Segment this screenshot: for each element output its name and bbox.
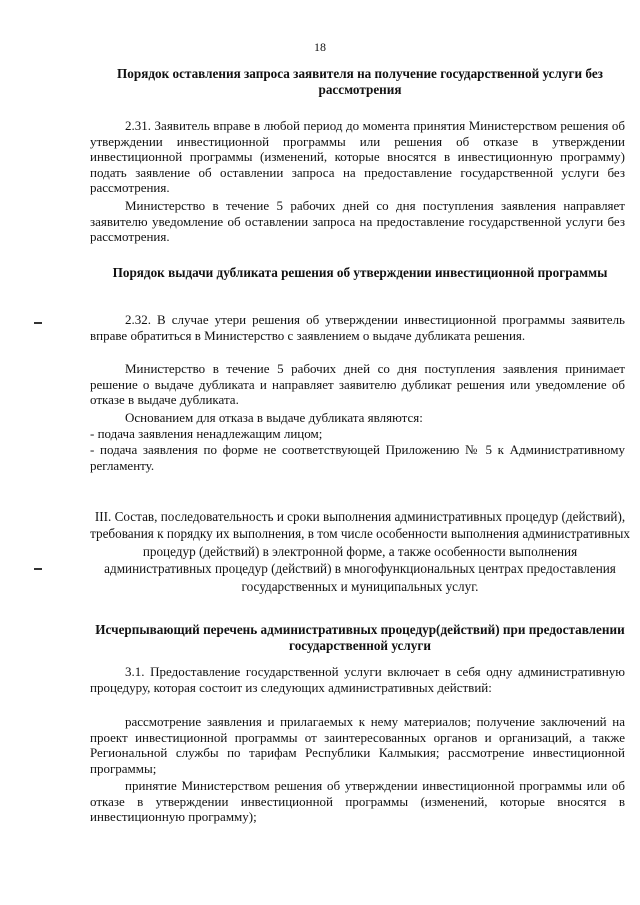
paragraph-review-actions: рассмотрение заявления и прилагаемых к нему материалов; получение заключений на проект инвестиционной программы от заинтересованных органов и организаций, а также Региональной службы по тарифам Республики Калмыкия; рассмотрение инвестиционной программы; <box>90 714 625 776</box>
section-heading-leave-request: Порядок оставления запроса заявителя на получение государственной услуги без рассмотрения <box>117 66 603 97</box>
paragraph-2-31: 2.31. Заявитель вправе в любой период до момента принятия Министерством решения об утверждении инвестиционной программы или решения об отказе в утверждении инвестиционной программы (изменений, которые вносятся в инвестиционную программу) подать заявление об оставлении запроса на предоставление государственной услуги без рассмотрения. <box>90 118 625 196</box>
paragraph-3-1: 3.1. Предоставление государственной услуги включает в себя одну административную процедуру, которая состоит из следующих административных действий: <box>90 664 625 695</box>
page-number: 18 <box>314 40 326 54</box>
paragraph-refusal-grounds: Основанием для отказа в выдаче дубликата являются: <box>125 410 423 425</box>
paragraph-duplicate-decision: Министерство в течение 5 рабочих дней со дня поступления заявления принимает решение о выдаче дубликата и направляет заявителю дубликат решения или уведомление об отказе в выдаче дубликата. <box>90 361 625 408</box>
paragraph-ministry-decision: принятие Министерством решения об утверждении инвестиционной программы или об отказе в утверждении инвестиционной программы (изменений, которые вносятся в инвестиционную программу); <box>90 778 625 825</box>
margin-mark <box>34 322 42 324</box>
paragraph-ministry-notice: Министерство в течение 5 рабочих дней со дня поступления заявления направляет заявителю уведомление об оставлении запроса на предоставление государственной услуги без рассмотрения. <box>90 198 625 245</box>
paragraph-2-32: 2.32. В случае утери решения об утверждении инвестиционной программы заявитель вправе обратиться в Министерство с заявлением о выдаче дубликата решения. <box>90 312 625 343</box>
chapter-heading-iii: III. Состав, последовательность и сроки выполнения административных процедур (действий), требования к порядку их выполнения, в том числе особенности выполнения административных процедур (действий) в электронной форме, а также особенности выполнения административных процедур (действий) в многофункциональных центрах предоставления государственных и муниципальных услуг. <box>90 509 630 594</box>
section-heading-duplicate: Порядок выдачи дубликата решения об утверждении инвестиционной программы <box>112 265 608 280</box>
section-heading-procedures-list: Исчерпывающий перечень административных процедур(действий) при предоставлении государственной услуги <box>95 622 625 653</box>
margin-mark <box>34 568 42 570</box>
list-item-improper-person: - подача заявления ненадлежащим лицом; <box>90 426 323 441</box>
list-item-wrong-form: - подача заявления по форме не соответствующей Приложению № 5 к Административному регламенту. <box>90 442 625 473</box>
